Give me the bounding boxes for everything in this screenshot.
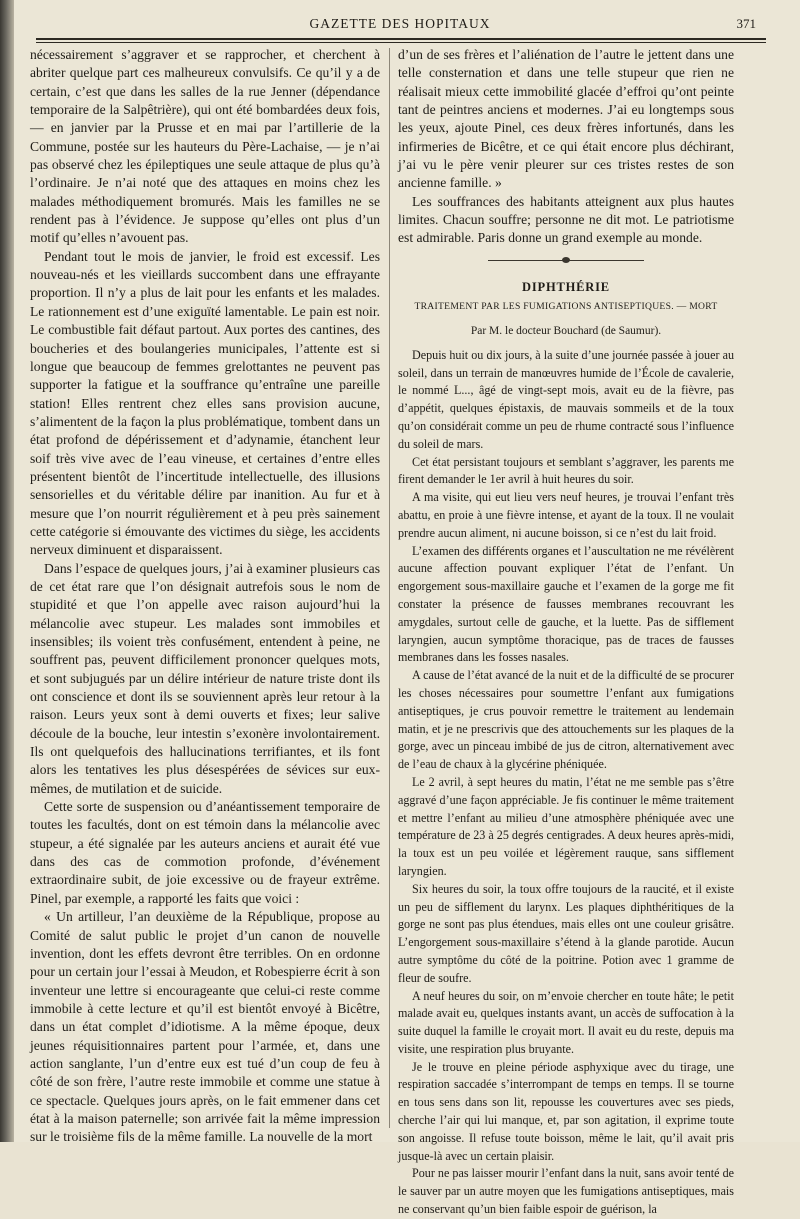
paragraph: Pour ne pas laisser mourir l’enfant dans la nuit, sans avoir tenté de le sauver par un autre moyen que les fumigations antiseptiques, mais ne conservant qu’un bien faible espoir de guérison, la bbox=[398, 1166, 734, 1217]
page-binding-shadow bbox=[0, 0, 14, 1142]
paragraph: A neuf heures du soir, on m’envoie chercher en toute hâte; le petit malade avait eu, quelques instants avant, un accès de suffocation à la suite duquel la famille le croyait mort. Il avait eu du reste, depuis ma visite, une respiration plus bruyante. bbox=[398, 988, 734, 1056]
paragraph: Cette sorte de suspension ou d’anéantissement temporaire de toutes les facultés, dont on est témoin dans la mélancolie avec stupeur, a été signalée par les auteurs anciens et aurait été vue dans des cas de commotion profonde, d’événement extraordinaire subit, de joie excessive ou de frayeur extrême. Pinel, par exemple, a rapporté les faits que voici : bbox=[30, 799, 380, 906]
paragraph: Le 2 avril, à sept heures du matin, l’état ne me semble pas s’être aggravé d’une façon appréciable. Je fis continuer le même traitement et mettre l’enfant au milieu d’une atmosphère phéniquée avec une température de 23 à 25 degrés centigrades. A deux heures après-midi, la toux est un peu voilée et légèrement rauque, sans sifflement laryngien. bbox=[398, 774, 734, 878]
article-title: DIPHTHÉRIE bbox=[522, 279, 610, 294]
article-body bbox=[398, 347, 734, 1219]
paragraph: « Un artilleur, l’an deuxième de la République, propose au Comité de salut public le projet d’un canon de nouvelle invention, dont les effets devront être terribles. On en ordonne pour un certain jour l’essai à Meudon, et Robespierre écrit à son inventeur une lettre si encourageante que celui-ci reste comme immobile à cette lecture et qu’il est bientôt envoyé à Bicêtre, dans un état complet d’idiotisme. A la même époque, deux jeunes réquisitionnaires partent pour l’armée, et, dans une action sanglante, l’un d’entre eux est tué d’un coup de feu à côté de son frère, l’autre reste immobile et comme une statue à ce spectacle. Quelques jours après, on le fait emmener dans cet état à la maison paternelle; son arrivée fait la même impression sur le troisième fils de la même famille. La nouvelle de la mort bbox=[30, 909, 380, 1145]
left-column bbox=[30, 46, 380, 1147]
paragraph: Dans l’espace de quelques jours, j’ai à examiner plusieurs cas de cet état rare que l’on désignait autrefois sous le nom de stupidité et que l’on appelle avec raison aujourd’hui la mélancolie avec stupeur. Les malades sont immobiles et insensibles; ils voient très confusément, entendent à peine, ne souffrent pas, peuvent difficilement prononcer quelques mots, et sont subjugués par un délire intérieur de nature triste dont ils ont conscience et dont ils se souviennent après leur retour à la raison. Leurs yeux sont à demi ouverts et fixes; leur salive découle de la bouche, leur intestin s’exonère involontairement. Ils ont quelquefois des hallucinations terrifiantes, et ils font alors les tentatives les plus désespérées de sévices sur eux-mêmes, de mutilation et de suicide. bbox=[30, 560, 380, 796]
article-subtitle: TRAITEMENT PAR LES FUMIGATIONS ANTISEPTIQUES. — MORT bbox=[414, 301, 718, 313]
paragraph: Les souffrances des habitants atteignent aux plus hautes limites. Chacun souffre; personne ne dit mot. Le patriotisme est admirable. Paris donne un grand exemple au monde. bbox=[398, 193, 734, 246]
journal-title: GAZETTE DES HOPITAUX bbox=[309, 16, 491, 31]
paragraph: A ma visite, qui eut lieu vers neuf heures, je trouvai l’enfant très abattu, en proie à une fièvre intense, et ayant de la toux. Il ne voulait prendre aucun aliment, ni aucune boisson, si ce n’est du lait froid. bbox=[398, 490, 734, 540]
header-rule-thin bbox=[36, 42, 766, 43]
paragraph: Six heures du soir, la toux offre toujours de la raucité, et il existe un peu de sifflement du larynx. Les plaques diphthéritiques de la gorge ne sont pas plus étendues, mais elles ont une couleur grisâtre. L’engorgement sous-maxillaire s’étend à la glande parotide. Aucun autre symptôme du côté de la poitrine. Potion avec 1 gramme de fleur de soufre. bbox=[398, 881, 734, 985]
paragraph: Cet état persistant toujours et semblant s’aggraver, les parents me firent demander le 1er avril à huit heures du soir. bbox=[398, 454, 734, 487]
paragraph: d’un de ses frères et l’aliénation de l’autre le jettent dans une telle consternation et dans une telle stupeur que rien ne réalisait mieux cette immobilité glacée d’effroi qu’ont peinte tant de peintres anciens et modernes. J’ai eu longtemps sous les yeux, ajoute Pinel, ces deux frères infortunés, dans les infirmeries de Bicêtre, et ce qui était encore plus déchirant, j’ai vu le père venir pleurer sur ces tristes restes de son ancienne famille. » bbox=[398, 47, 734, 191]
right-column bbox=[398, 46, 734, 1219]
paragraph: Je le trouve en pleine période asphyxique avec du tirage, une respiration saccadée s’interrompant de temps en temps. Il se tourne en tous sens dans son lit, repousse les couvertures avec ses pieds, cherche l’air qui lui manque, et, par son agitation, il exprime toute son angoisse. Il refuse toute boisson, même le lait, qu’il avait pris jusque-là avec un certain plaisir. bbox=[398, 1059, 734, 1163]
section-separator bbox=[398, 254, 734, 268]
paragraph: A cause de l’état avancé de la nuit et de la difficulté de se procurer les choses nécessaires pour soumettre l’enfant aux fumigations antiseptiques, je crus pouvoir remettre le traitement au lendemain matin, et je ne prescrivis que des attouchements sur les plaques de la gorge, avec un pinceau imbibé de jus de citron, alternativement avec de l’eau de chaux à la glycérine phéniquée. bbox=[398, 668, 734, 772]
header-rule bbox=[36, 38, 766, 40]
separator-ornament bbox=[562, 257, 570, 263]
page-number: 371 bbox=[736, 16, 756, 31]
page-header bbox=[36, 14, 764, 34]
article-author: Par M. le docteur Bouchard (de Saumur). bbox=[470, 325, 662, 338]
paragraph: Depuis huit ou dix jours, à la suite d’une journée passée à jouer au soleil, dans un terrain de manœuvres humide de l’École de cavalerie, le nommé L..., âgé de vingt-sept mois, avait eu de la fièvre, pas d’appétit, quelques épistaxis, de mauvais sommeils et de la toux qu’on considérait comme un peu de rhume contracté sous l’influence du soleil de mars. bbox=[398, 347, 734, 451]
column-divider bbox=[389, 48, 390, 1128]
paragraph: nécessairement s’aggraver et se rapprocher, et cherchent à abriter quelque part ces malheureux convulsifs. Ce qu’il y a de certain, c’est que dans les salles de la rue Jenner (dépendance temporaire de la Salpêtrière), qui ont été bombardées deux fois, — en janvier par la Prusse et en mai par l’artillerie de la Commune, postée sur les hauteurs du Père-Lachaise, — je n’ai pas observé chez les épileptiques une seule attaque de plus qu’à l’ordinaire. Je n’ai noté que des attaques en moins chez les malades méthodiquement bromurés. Mais les familles ne se rendent pas à l’évidence. Je suppose qu’elles ont plus d’un motif qu’elles n’avouent pas. bbox=[30, 47, 380, 246]
paragraph: L’examen des différents organes et l’auscultation ne me révélèrent aucune affection pouvant expliquer l’état de l’enfant. Un engorgement sous-maxillaire gauche et l’examen de la gorge me fit constater la présence de fausses membranes recouvrant les amygdales, surtout celle de gauche, et la luette. Pas de sifflement laryngien, aucun symptôme thoracique, pas de traces de fausses membranes dans les fosses nasales. bbox=[398, 543, 734, 665]
paragraph: Pendant tout le mois de janvier, le froid est excessif. Les nouveau-nés et les vieillards succombent dans une effrayante proportion. Il n’y a plus de lait pour les enfants et les malades. Le rationnement est d’une exiguïté lamentable. Le pain est noir. Le combustible fait défaut partout. Aux portes des cantines, des boucheries et des boulangeries municipales, l’attente est si longue que beaucoup de femmes grelottantes ne peuvent pas supporter la fatigue et la souffrance qu’entraîne une pareille station! Elles rentrent chez elles sans provision aucune, s’alimentent de la façon la plus problématique, tombent dans un état profond de dépérissement et d’adynamie, étanchent leur soif très vive avec de l’eau vineuse, et certaines d’entre elles présentent bientôt de l’incertitude intellectuelle, des illusions sensorielles et du véritable délire par inanition. Au fur et à mesure que l’on nourrit régulièrement et à peu près sainement cette catégorie si émouvante des victimes du siège, les accidents nerveux diminuent et disparaissent. bbox=[30, 248, 380, 558]
